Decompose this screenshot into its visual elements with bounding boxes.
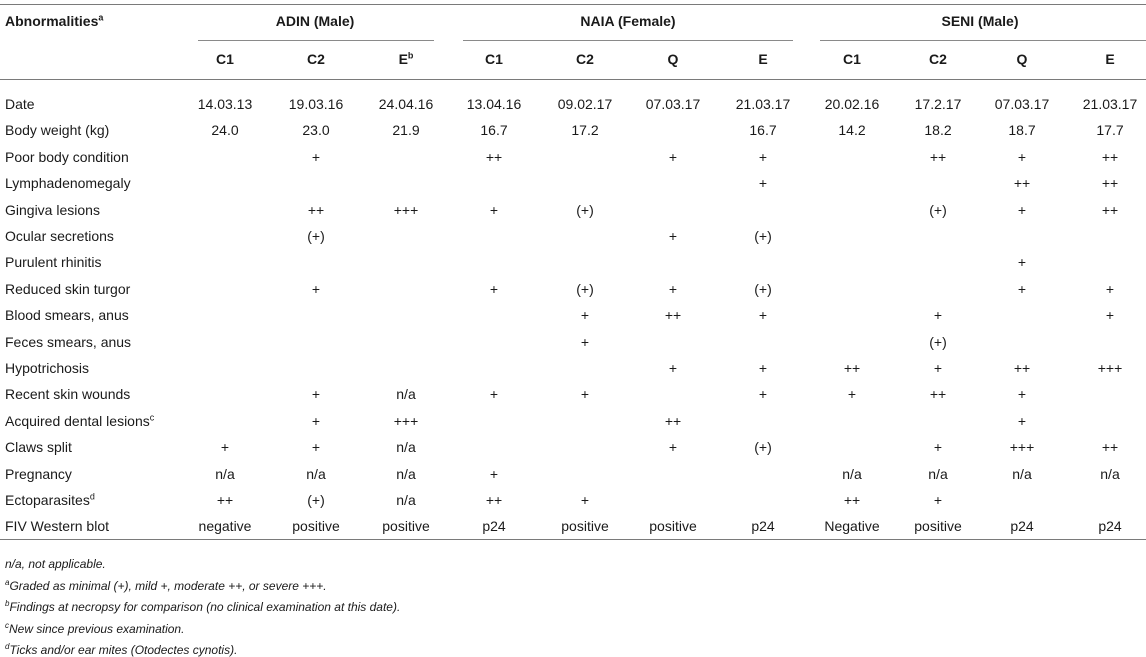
table-cell: + [311, 413, 321, 429]
column-header: Q [1016, 51, 1028, 67]
row-label: Poor body condition [5, 149, 129, 165]
footnote: $^a$Graded as minimal (+), mild +, moderate ++, or severe +++. [5, 578, 327, 593]
table-cell: 17.7 [1096, 122, 1124, 138]
row-label: Blood smears, anus [5, 307, 129, 323]
column-header: C2 [307, 51, 325, 67]
table-cell: (+) [929, 202, 947, 218]
table-cell: + [933, 307, 943, 323]
table-cell: 18.2 [924, 122, 952, 138]
table-header-rule [0, 79, 1146, 80]
table-cell: negative [198, 518, 252, 534]
row-label: Feces smears, anus [5, 334, 132, 350]
table-cell: + [1017, 149, 1027, 165]
table-cell: ++ [485, 149, 503, 165]
table-cell: + [668, 281, 678, 297]
column-header: E [758, 51, 768, 67]
table-cell: 09.02.17 [557, 96, 613, 112]
column-header: $E^b$ [398, 50, 414, 67]
table-cell: + [933, 439, 943, 455]
table-cell: +++ [1097, 360, 1123, 376]
table-cell: +++ [393, 202, 419, 218]
table-cell: p24 [482, 518, 506, 534]
table-cell: ++ [1101, 439, 1119, 455]
table-cell: + [1017, 413, 1027, 429]
table-cell: ++ [216, 492, 234, 508]
row-label: FIV Western blot [5, 518, 110, 534]
table-cell: Negative [824, 518, 880, 534]
table-cell: 13.04.16 [466, 96, 522, 112]
table-cell: 20.02.16 [824, 96, 880, 112]
table-cell: p24 [1010, 518, 1034, 534]
table-cell: 21.9 [392, 122, 420, 138]
table-cell: + [1017, 254, 1027, 270]
footnote: $^b$Findings at necropsy for comparison (no clinical examination at this date). [5, 599, 401, 614]
table-cell: 24.0 [211, 122, 239, 138]
group-rule-adin [198, 40, 434, 41]
table-cell: + [1105, 281, 1115, 297]
table-cell: + [311, 281, 321, 297]
table-cell: + [668, 228, 678, 244]
table-cell: + [220, 439, 230, 455]
table-cell: ++ [1101, 175, 1119, 191]
table-cell: + [489, 386, 499, 402]
table-cell: positive [649, 518, 697, 534]
table-cell: ++ [1013, 175, 1031, 191]
table-cell: ++ [1013, 360, 1031, 376]
table-cell: + [1017, 202, 1027, 218]
table-cell: + [758, 149, 768, 165]
table-bottom-rule [0, 539, 1146, 540]
row-label: Reduced skin turgor [5, 281, 131, 297]
table-cell: + [758, 386, 768, 402]
table-cell: (+) [754, 281, 772, 297]
footnote: $^d$Ticks and/or ear mites (Otodectes cynotis). [5, 642, 238, 657]
table-cell: + [489, 466, 499, 482]
table-cell: (+) [307, 492, 325, 508]
row-label: Recent skin wounds [5, 386, 131, 402]
group-header-seni: SENI (Male) [941, 13, 1019, 29]
table-cell: ++ [929, 149, 947, 165]
table-cell: 21.03.17 [1082, 96, 1138, 112]
table-cell: + [1017, 281, 1027, 297]
table-cell: 07.03.17 [645, 96, 701, 112]
table-cell: + [580, 386, 590, 402]
table-cell: ++ [664, 307, 682, 323]
table-cell: 24.04.16 [378, 96, 434, 112]
footnote: n/a, not applicable. [5, 557, 106, 571]
table-cell: + [933, 492, 943, 508]
table-cell: + [668, 439, 678, 455]
table-cell: positive [561, 518, 609, 534]
footnote: $^c$New since previous examination. [5, 621, 185, 636]
table-cell: + [580, 307, 590, 323]
table-cell: positive [914, 518, 962, 534]
table-cell: p24 [751, 518, 775, 534]
table-cell: (+) [754, 439, 772, 455]
row-label: Acquired dental lesions$^c$ [5, 412, 155, 429]
table-cell: 17.2.17 [914, 96, 962, 112]
table-cell: (+) [754, 228, 772, 244]
table-cell: 07.03.17 [994, 96, 1050, 112]
group-header-adin: ADIN (Male) [275, 13, 355, 29]
table-cell: n/a [842, 466, 862, 482]
table-top-rule [0, 4, 1146, 5]
table-cell: 16.7 [480, 122, 508, 138]
table-cell: 18.7 [1008, 122, 1036, 138]
table-cell: +++ [393, 413, 419, 429]
table-cell: n/a [396, 466, 416, 482]
row-label: Ocular secretions [5, 228, 114, 244]
table-cell: + [758, 307, 768, 323]
table-cell: + [847, 386, 857, 402]
column-header: C1 [216, 51, 234, 67]
row-label: Gingiva lesions [5, 202, 100, 218]
table-cell: ++ [307, 202, 325, 218]
row-label: Lymphadenomegaly [5, 175, 131, 191]
table-cell: + [758, 360, 768, 376]
table-cell: + [1105, 307, 1115, 323]
table-cell: + [668, 360, 678, 376]
table-cell: n/a [928, 466, 948, 482]
column-header: C1 [843, 51, 861, 67]
table-cell: 14.03.13 [197, 96, 253, 112]
table-cell: ++ [843, 360, 861, 376]
table-cell: +++ [1009, 439, 1035, 455]
table-cell: (+) [576, 281, 594, 297]
table-cell: ++ [843, 492, 861, 508]
table-cell: positive [382, 518, 430, 534]
table-cell: ++ [1101, 202, 1119, 218]
table-cell: 23.0 [302, 122, 330, 138]
table-cell: 14.2 [838, 122, 866, 138]
column-header: C2 [576, 51, 594, 67]
table-cell: + [489, 202, 499, 218]
table-cell: + [489, 281, 499, 297]
table-cell: + [580, 334, 590, 350]
row-label: Purulent rhinitis [5, 254, 102, 270]
table-cell: n/a [306, 466, 326, 482]
table-cell: + [311, 386, 321, 402]
table-cell: (+) [929, 334, 947, 350]
table-cell: n/a [396, 386, 416, 402]
row-label: Body weight (kg) [5, 122, 110, 138]
table-cell: 17.2 [571, 122, 599, 138]
row-label: Date [5, 96, 35, 112]
table-cell: + [311, 439, 321, 455]
column-header: C1 [485, 51, 503, 67]
table-cell: n/a [1100, 466, 1120, 482]
table-cell: p24 [1098, 518, 1122, 534]
column-header: C2 [929, 51, 947, 67]
table-cell: n/a [396, 439, 416, 455]
group-header-naia: NAIA (Female) [580, 13, 676, 29]
row-label: Claws split [5, 439, 72, 455]
table-cell: + [580, 492, 590, 508]
table-cell: n/a [396, 492, 416, 508]
table-cell: + [758, 175, 768, 191]
table-cell: ++ [485, 492, 503, 508]
table-cell: (+) [307, 228, 325, 244]
row-label: Pregnancy [5, 466, 72, 482]
table-cell: n/a [1012, 466, 1032, 482]
table-cell: ++ [664, 413, 682, 429]
group-rule-naia [463, 40, 793, 41]
table-cell: 19.03.16 [288, 96, 344, 112]
table-cell: ++ [929, 386, 947, 402]
table-cell: 21.03.17 [735, 96, 791, 112]
column-header: Q [667, 51, 679, 67]
table-cell: ++ [1101, 149, 1119, 165]
table-cell: 16.7 [749, 122, 777, 138]
column-header-abnormalities: Abnormalities$^a$ [5, 12, 104, 29]
table-cell: positive [292, 518, 340, 534]
table-cell: + [1017, 386, 1027, 402]
row-label: Hypotrichosis [5, 360, 90, 376]
table-cell: n/a [215, 466, 235, 482]
group-rule-seni [820, 40, 1146, 41]
column-header: E [1105, 51, 1115, 67]
table-cell: + [311, 149, 321, 165]
row-label: Ectoparasites$^d$ [5, 491, 95, 508]
table-cell: + [933, 360, 943, 376]
table-cell: + [668, 149, 678, 165]
table-cell: (+) [576, 202, 594, 218]
